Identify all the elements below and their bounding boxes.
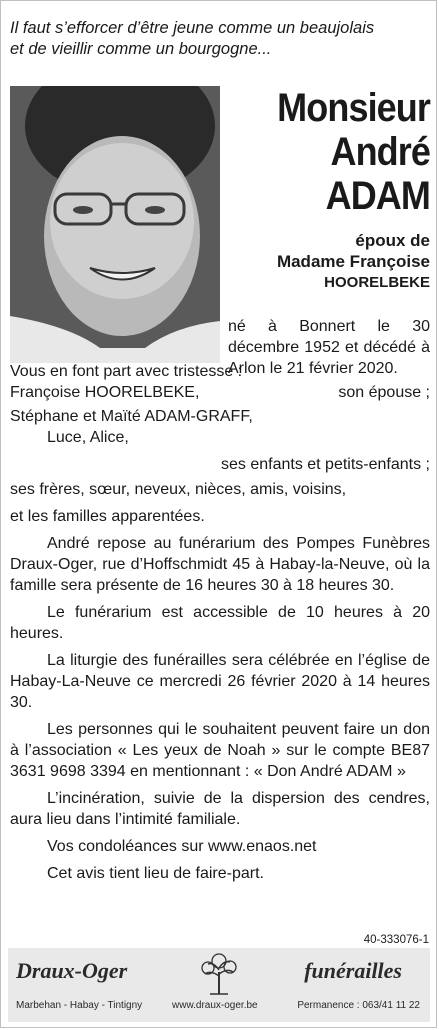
paragraph-donation: Les personnes qui le souhaitent peuvent faire un don à l’association « Les yeux de Noah » sur le compte BE87 3631 9698 3394 en mentionnant : « Don André ADAM » — [10, 721, 430, 780]
deceased-first-name: André — [330, 130, 430, 174]
paragraph-condolences: Vos condoléances sur www.enaos.net — [47, 838, 317, 855]
spouse-line-2: Madame Françoise — [276, 252, 430, 271]
paragraph-funerarium: André repose au funérarium des Pompes Funèbres Draux-Oger, rue d’Hoffschmidt 45 à Habay-la-Neuve, où la famille sera présente de 16 heures 30 à 18 heures 30. — [10, 535, 430, 594]
tree-icon — [196, 952, 242, 1001]
footer-locations: Marbehan - Habay - Tintigny — [16, 1000, 143, 1011]
family-row-spouse — [10, 382, 430, 403]
epigraph-quote: Il faut s’efforcer d’être jeune comme un beaujolais et de vieillir comme un bourgogne... — [10, 19, 375, 58]
family-children-role: ses enfants et petits-enfants ; — [220, 456, 430, 473]
portrait-image — [10, 86, 220, 363]
deceased-last-name: ADAM — [325, 174, 430, 218]
reference-number: 40-333076-1 — [363, 934, 429, 946]
paragraph-liturgy: La liturgie des funérailles sera célébrée en l’église de Habay-La-Neuve ce mercredi 26 février 2020 à 14 heures 30. — [10, 652, 430, 711]
announcement-body — [10, 361, 430, 890]
paragraph-cremation: L’incinération, suivie de la dispersion des cendres, aura lieu dans l’intimité familiale. — [10, 790, 430, 828]
spouse-line-1: époux de — [355, 231, 430, 250]
family-relatives: et les familles apparentées. — [10, 508, 205, 525]
paragraph-notice: Cet avis tient lieu de faire-part. — [47, 865, 264, 882]
spouse-block — [226, 230, 430, 293]
family-grandchildren-names: Luce, Alice, — [47, 429, 129, 446]
brand-name-right: funérailles — [304, 958, 402, 983]
birth-death-text: né à Bonnert le 30 décembre 1952 et décédé à Arlon le 21 février 2020. — [228, 318, 430, 377]
paragraph-hours: Le funérarium est accessible de 10 heures à 20 heures. — [10, 604, 430, 642]
footer-website[interactable]: www.draux-oger.be — [172, 1000, 258, 1011]
portrait-photo — [10, 86, 220, 363]
footer-phone: Permanence : 063/41 11 22 — [297, 1000, 420, 1011]
family-children-names: Stéphane et Maïté ADAM-GRAFF, — [10, 408, 253, 425]
announcement-intro: Vous en font part avec tristesse : — [10, 363, 243, 380]
spouse-line-3: HOORELBEKE — [324, 274, 430, 291]
funeral-home-footer — [8, 948, 430, 1022]
deceased-title: Monsieur — [277, 86, 430, 130]
family-siblings: ses frères, sœur, neveux, nièces, amis, voisins, — [10, 481, 347, 498]
deceased-name — [246, 86, 430, 218]
brand-name-left: Draux-Oger — [16, 958, 128, 983]
family-spouse-role: son épouse ; — [338, 384, 430, 401]
family-spouse-name: Françoise HOORELBEKE, — [10, 384, 200, 401]
